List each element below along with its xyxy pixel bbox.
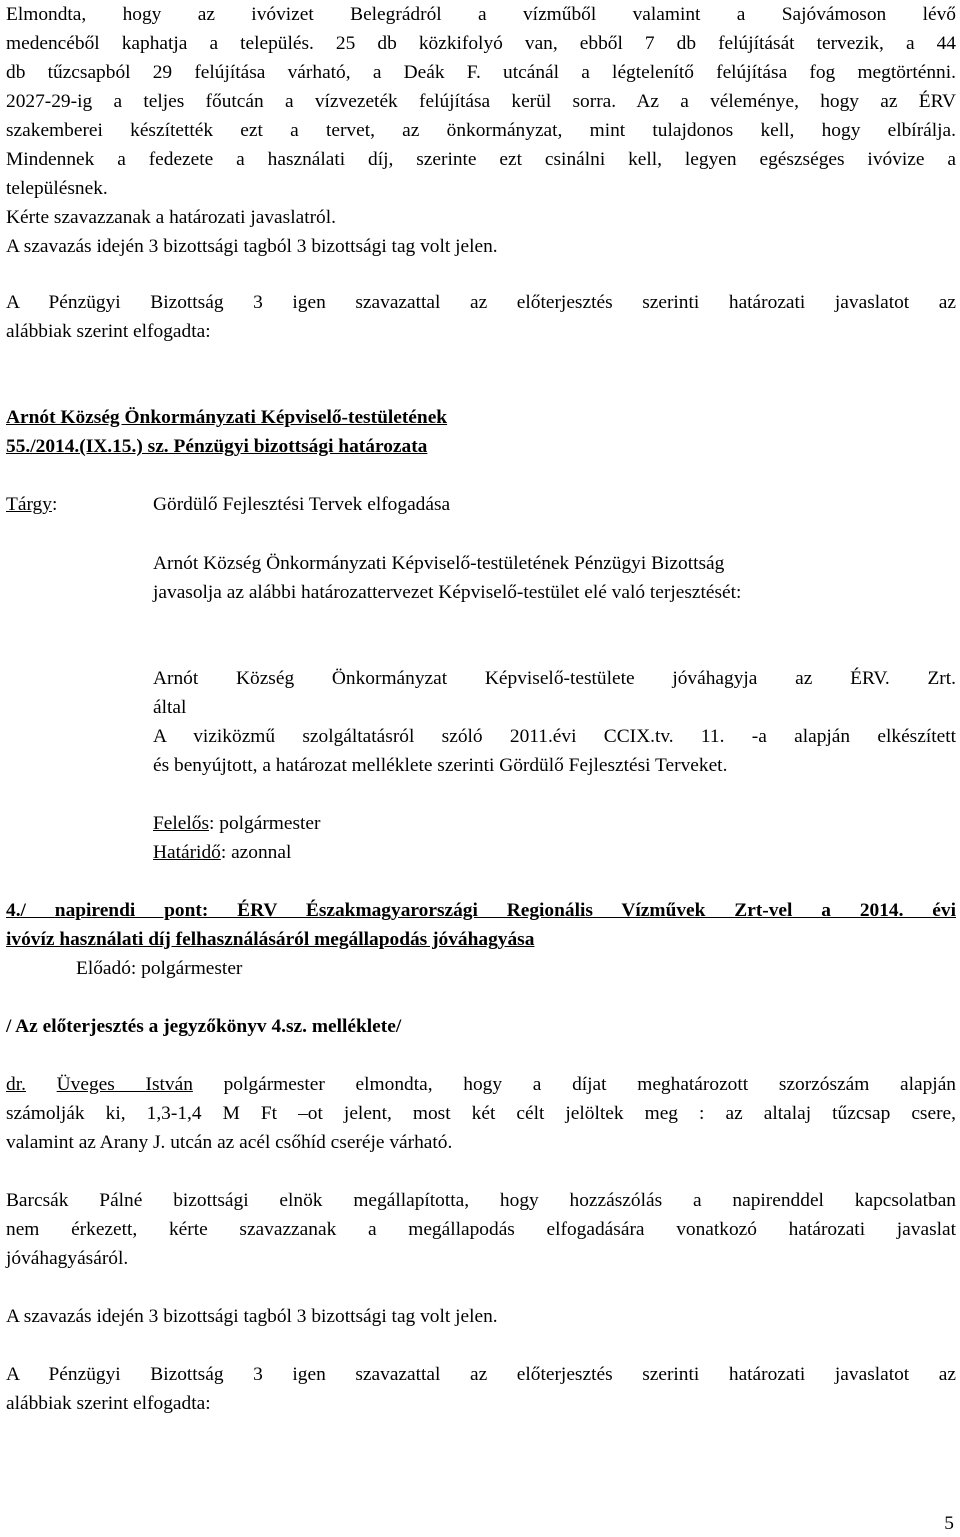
deadline-value: : azonnal [220,842,292,863]
mayor-statement-text: polgármester elmondta, hogy a díjat meghatározott szorzószám alapján [192,1074,956,1095]
mayor-statement-line: számolják ki, 1,3-1,4 M Ft –ot jelent, most két célt jelöltek meg : az altalaj tűzcsap csere, [6,1103,956,1124]
chair-statement-line: Barcsák Pálné bizottsági elnök megállapította, hogy hozzászólás a napirenddel kapcsolatban [6,1190,956,1211]
responsible-value: : polgármester [209,813,321,834]
intro-line: A szavazás idején 3 bizottsági tagból 3 bizottsági tag volt jelen. [6,236,498,257]
agenda-title: ivóvíz használati díj felhasználásáról megállapodás jóváhagyása [6,929,535,950]
intro-line: Mindennek a fedezete a használati díj, szerinte ezt csinálni kell, legyen egészséges ivóvize a [6,149,956,170]
vote-result-line: A Pénzügyi Bizottság 3 igen szavazattal az előterjesztés szerinti határozati javaslatot az [6,1364,956,1385]
responsible-label: Felelős [153,813,210,834]
decision-line: és benyújtott, a határozat melléklete szerinti Gördülő Fejlesztési Terveket. [153,755,728,776]
vote-result-line: alábbiak szerint elfogadta: [6,1393,211,1414]
intro-line: 2027-29-ig a teljes főutcán a vízvezeték felújítása kerül sorra. Az a véleménye, hogy az ÉRV [6,91,956,112]
intro-line: medencéből kaphatja a település. 25 db közkifolyó van, ebből 7 db felújítását tervezik, a 44 [6,33,956,54]
subject-value: Gördülő Fejlesztési Tervek elfogadása [153,494,451,515]
subject-label: Tárgy [6,494,52,515]
page-number: 5 [944,1513,954,1534]
chair-statement-line: jóváhagyásáról. [6,1248,129,1269]
decision-line: A viziközmű szolgáltatásról szóló 2011.évi CCIX.tv. 11. -a alapján elkészített [153,726,956,747]
vote-result-line: alábbiak szerint elfogadta: [6,321,211,342]
chair-statement-line: nem érkezett, kérte szavazzanak a megállapodás elfogadására vonatkozó határozati javaslat [6,1219,956,1240]
intro-line: szakemberei készítették ezt a tervet, az önkormányzat, mint tulajdonos kell, hogy elbírálja. [6,120,956,141]
agenda-title: 4./ napirendi pont: ÉRV Északmagyarországi Regionális Vízművek Zrt-vel a 2014. évi [6,900,956,921]
speaker-title: dr. [6,1074,26,1095]
decision-line: Arnót Község Önkormányzat Képviselő-testülete jóváhagyja az ÉRV. Zrt. [153,668,956,689]
resolution-heading: Arnót Község Önkormányzati Képviselő-testületének [6,407,448,428]
intro-line: Elmondta, hogy az ivóvizet Belegrádról a vízműből valamint a Sajóvámoson lévő [6,4,956,25]
speaker-name: Üveges István [56,1074,193,1095]
mayor-statement-line [6,1070,956,1099]
mayor-statement-line: valamint az Arany J. utcán az acél csőhíd cseréje várható. [6,1132,453,1153]
attendance-line: A szavazás idején 3 bizottsági tagból 3 bizottsági tag volt jelen. [6,1306,498,1327]
decision-line: által [153,697,187,718]
intro-line: Kérte szavazzanak a határozati javaslatról. [6,207,336,228]
recommendation-line: javasolja az alábbi határozattervezet Képviselő-testület elé való terjesztését: [153,582,742,603]
vote-result-line: A Pénzügyi Bizottság 3 igen szavazattal az előterjesztés szerinti határozati javaslatot az [6,292,956,313]
recommendation-line: Arnót Község Önkormányzati Képviselő-testületének Pénzügyi Bizottság [153,553,725,574]
intro-line: településnek. [6,178,108,199]
responsible-row [153,809,956,838]
intro-line: db tűzcsapból 29 felújítása várható, a Deák F. utcánál a légtelenítő felújítása fog megtörténni. [6,62,956,83]
deadline-row [153,838,956,867]
subject-colon: : [51,494,58,515]
deadline-label: Határidő [153,842,221,863]
presenter: Előadó: polgármester [76,958,243,979]
resolution-number: 55./2014.(IX.15.) sz. Pénzügyi bizottsági határozata [6,436,428,457]
attachment-note: / Az előterjesztés a jegyzőkönyv 4.sz. melléklete/ [6,1016,402,1037]
